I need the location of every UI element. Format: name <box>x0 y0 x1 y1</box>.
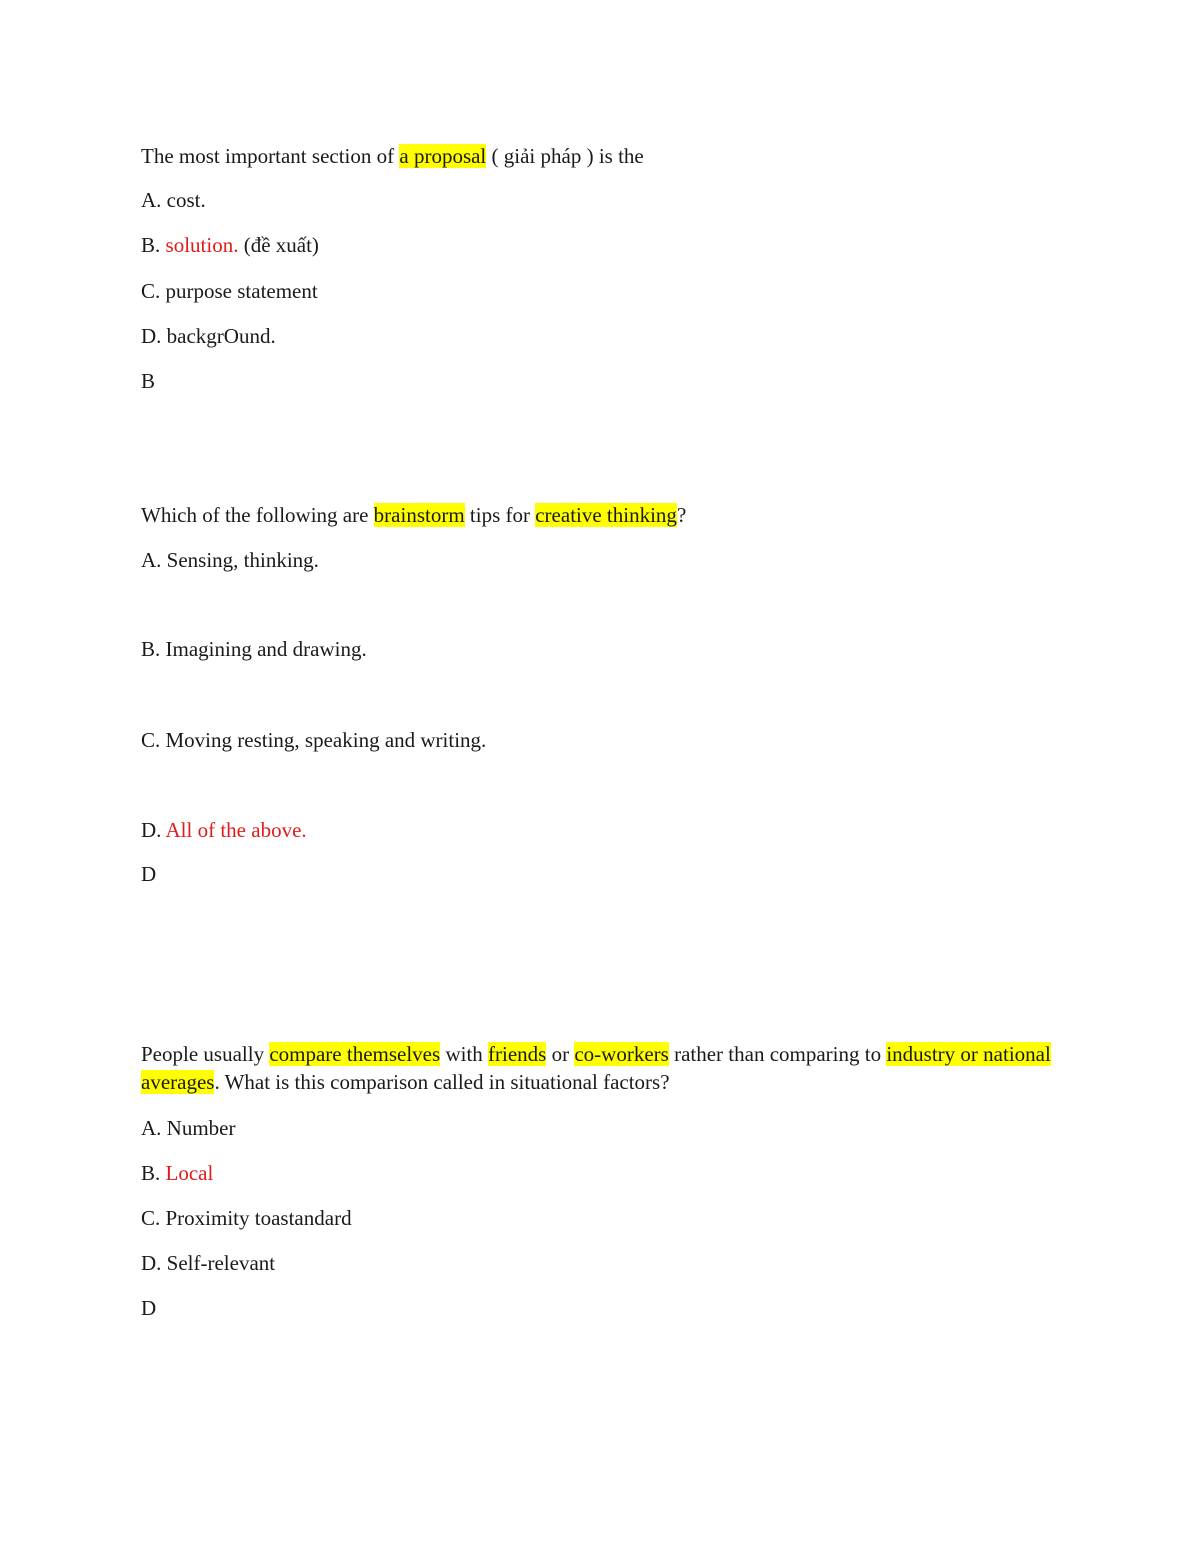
option-prefix: D. <box>141 818 166 842</box>
question-3-option-b <box>141 1159 213 1187</box>
question-3-option-d: D. Self-relevant <box>141 1251 276 1275</box>
question-3-answer: D <box>141 1296 157 1320</box>
option-prefix: B. <box>141 1161 166 1185</box>
question-text: tips for <box>464 503 536 527</box>
question-2-option-b: B. Imagining and drawing. <box>141 637 367 661</box>
question-2-option-c: C. Moving resting, speaking and writing. <box>141 728 487 752</box>
correct-option-text: Local <box>165 1161 214 1185</box>
highlighted-text: industry or national averages <box>141 1042 1051 1094</box>
question-3-stem <box>141 1040 1061 1096</box>
correct-option-text: All of the above. <box>165 818 307 842</box>
question-text: with <box>440 1042 489 1066</box>
question-1-option-b <box>141 231 319 259</box>
question-3-option-a: A. Number <box>141 1116 236 1140</box>
question-text: ? <box>676 503 687 527</box>
question-text: The most important section of <box>141 144 400 168</box>
question-1-option-a: A. cost. <box>141 188 206 212</box>
correct-option-text: solution. <box>165 233 239 257</box>
highlighted-text: creative thinking <box>535 503 677 527</box>
question-text: or <box>546 1042 575 1066</box>
question-1-option-c: C. purpose statement <box>141 279 318 303</box>
option-note: (đề xuất) <box>238 233 319 257</box>
question-text: Which of the following are <box>141 503 374 527</box>
question-1-answer: B <box>141 369 156 393</box>
question-text: ( giải pháp ) is the <box>486 144 644 168</box>
highlighted-text: brainstorm <box>373 503 465 527</box>
question-2-stem <box>141 501 686 529</box>
highlighted-text: compare themselves <box>269 1042 441 1066</box>
highlighted-text: friends <box>488 1042 547 1066</box>
question-2-option-a: A. Sensing, thinking. <box>141 548 319 572</box>
question-2-answer: D <box>141 862 157 886</box>
question-text: rather than comparing to <box>668 1042 887 1066</box>
question-text: People usually <box>141 1042 270 1066</box>
highlighted-text: a proposal <box>399 144 487 168</box>
highlighted-text: co-workers <box>574 1042 669 1066</box>
question-1-stem <box>141 142 644 170</box>
question-text: . What is this comparison called in situational factors? <box>214 1070 670 1094</box>
option-prefix: B. <box>141 233 166 257</box>
question-3-option-c: C. Proximity toastandard <box>141 1206 352 1230</box>
question-1-option-d: D. backgrOund. <box>141 324 276 348</box>
question-2-option-d <box>141 816 307 844</box>
